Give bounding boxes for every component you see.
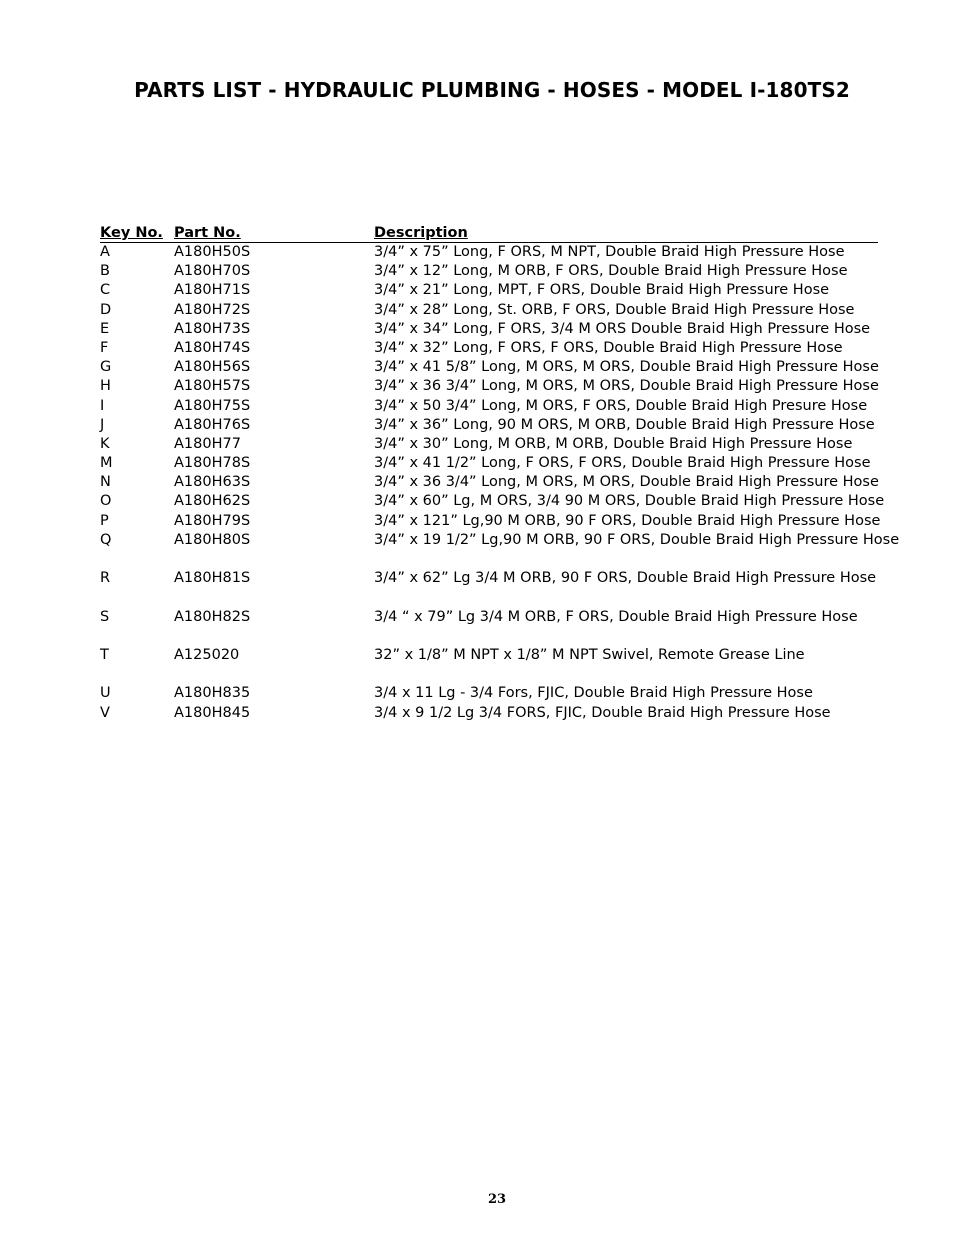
part-no: A180H71S [174,282,251,299]
part-no: A180H57S [174,378,251,395]
table-row [100,684,878,703]
key-no: N [100,474,111,491]
key-no: J [100,416,105,433]
description: 3/4” x 36” Long, 90 M ORS, M ORB, Double Braid High Pressure Hose [374,416,875,433]
description: 3/4” x 75” Long, F ORS, M NPT, Double Braid High Pressure Hose [374,244,845,260]
part-no: A180H77 [174,435,241,452]
table-row [100,435,878,454]
part-no: A180H73S [174,320,251,337]
table-row [100,243,878,262]
part-no: A180H81S [174,570,251,587]
header-part-no: Part No. [174,225,241,241]
table-row [100,301,878,320]
part-no: A180H75S [174,397,251,414]
header-key-no: Key No. [100,225,163,241]
key-no: P [100,512,109,529]
part-no: A180H78S [174,455,251,472]
table-row [100,473,878,492]
table-row [100,262,878,281]
table-row [100,512,881,531]
part-no: A180H62S [174,493,251,510]
key-no: G [100,359,112,376]
description: 3/4” x 28” Long, St. ORB, F ORS, Double Braid High Pressure Hose [374,301,855,318]
table-row [100,608,878,627]
key-no: E [100,320,110,337]
table-row [100,704,878,723]
description: 3/4” x 12” Long, M ORB, F ORS, Double Braid High Pressure Hose [374,263,848,280]
key-no: U [100,685,111,702]
part-no: A180H63S [174,474,251,491]
key-no: C [100,282,111,299]
description: 3/4” x 36 3/4” Long, M ORS, M ORS, Double Braid High Pressure Hose [374,378,879,395]
description: 3/4” x 32” Long, F ORS, F ORS, Double Braid High Pressure Hose [374,339,843,356]
description: 3/4 x 11 Lg - 3/4 Fors, FJIC, Double Braid High Pressure Hose [374,685,813,702]
key-no: Q [100,531,112,548]
part-no: A180H80S [174,531,251,548]
part-no: A180H70S [174,263,251,280]
description: 3/4” x 50 3/4” Long, M ORS, F ORS, Double Braid High Presure Hose [374,397,868,414]
description: 3/4” x 41 5/8” Long, M ORS, M ORS, Double Braid High Pressure Hose [374,359,879,376]
description: 3/4” x 19 1/2” Lg,90 M ORB, 90 F ORS, Double Braid High Pressure Hose [374,531,900,548]
key-no: I [100,397,105,414]
table-row [100,416,878,435]
description: 3/4” x 41 1/2” Long, F ORS, F ORS, Double Braid High Pressure Hose [374,455,871,472]
key-no: K [100,435,110,452]
table-body [100,243,900,723]
table-row [100,531,900,550]
description: 3/4 x 9 1/2 Lg 3/4 FORS, FJIC, Double Braid High Pressure Hose [374,704,831,721]
header-description: Description [374,225,468,241]
description: 32” x 1/8” M NPT x 1/8” M NPT Swivel, Remote Grease Line [374,646,805,663]
part-no: A125020 [174,646,240,663]
key-no: B [100,263,110,280]
key-no: T [100,646,109,663]
key-no: D [100,301,112,318]
description: 3/4 “ x 79” Lg 3/4 M ORB, F ORS, Double Braid High Pressure Hose [374,608,858,625]
key-no: S [100,608,110,625]
description: 3/4” x 21” Long, MPT, F ORS, Double Braid High Pressure Hose [374,282,830,299]
part-no: A180H50S [174,244,251,260]
part-no: A180H56S [174,359,251,376]
part-no: A180H72S [174,301,251,318]
table-header [100,224,878,243]
key-no: A [100,244,110,260]
parts-table [100,224,900,723]
part-no: A180H76S [174,416,251,433]
part-no: A180H835 [174,685,251,702]
table-row [100,377,878,396]
table-row [100,358,878,377]
table-row [100,492,885,511]
key-no: M [100,455,113,472]
part-no: A180H845 [174,704,251,721]
table-row [100,320,878,339]
description: 3/4” x 30” Long, M ORB, M ORB, Double Braid High Pressure Hose [374,435,853,452]
key-no: H [100,378,111,395]
key-no: F [100,339,109,356]
table-row [100,454,878,473]
description: 3/4” x 36 3/4” Long, M ORS, M ORS, Double Braid High Pressure Hose [374,474,879,491]
page-title: PARTS LIST - HYDRAULIC PLUMBING - HOSES - MODEL I-180TS2 [134,78,850,102]
table-row [100,281,878,300]
part-no: A180H74S [174,339,251,356]
table-row [100,569,878,588]
part-no: A180H82S [174,608,251,625]
key-no: R [100,570,111,587]
table-row [100,646,878,665]
part-no: A180H79S [174,512,251,529]
page-number: 23 [487,1192,507,1207]
table-row [100,339,878,358]
description: 3/4” x 34” Long, F ORS, 3/4 M ORS Double Braid High Pressure Hose [374,320,871,337]
description: 3/4” x 121” Lg,90 M ORB, 90 F ORS, Double Braid High Pressure Hose [374,512,881,529]
key-no: V [100,704,110,721]
description: 3/4” x 60” Lg, M ORS, 3/4 90 M ORS, Double Braid High Pressure Hose [374,493,885,510]
description: 3/4” x 62” Lg 3/4 M ORB, 90 F ORS, Double Braid High Pressure Hose [374,570,877,587]
table-row [100,397,878,416]
key-no: O [100,493,112,510]
